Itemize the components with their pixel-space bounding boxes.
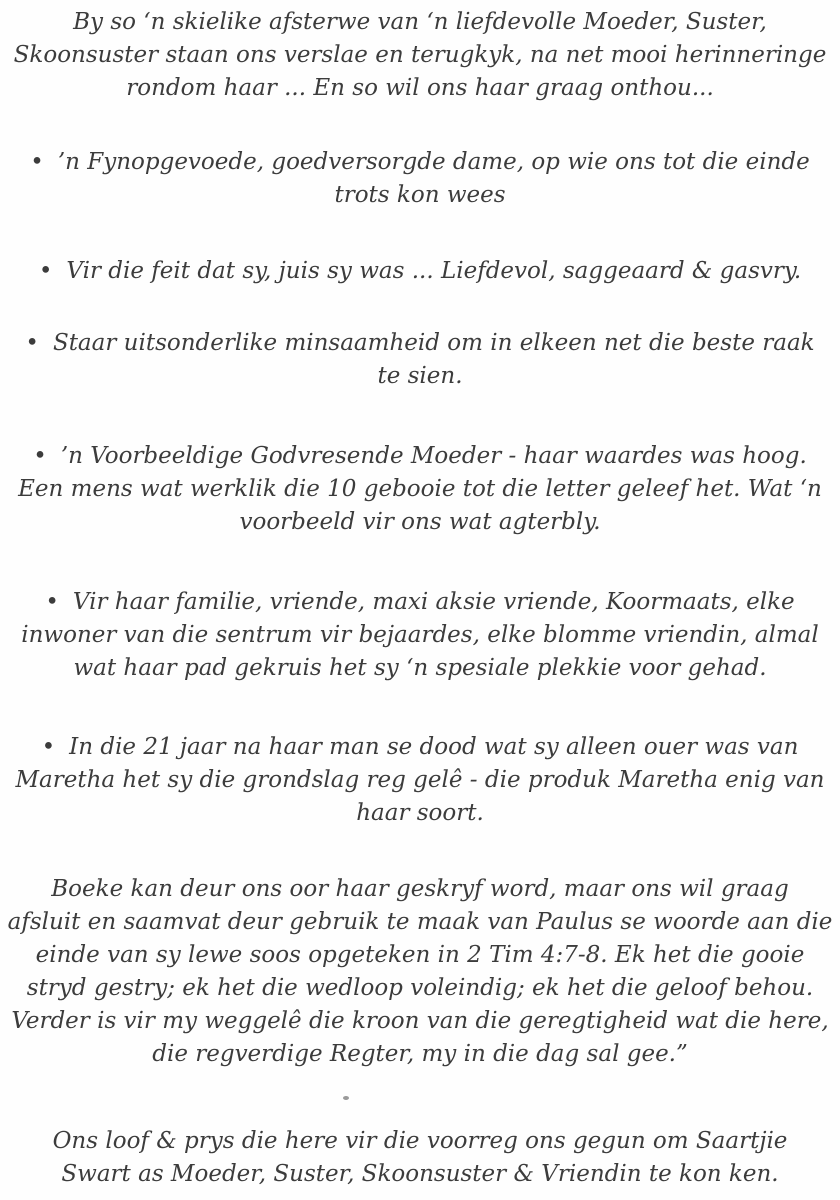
- bullet-line: Een mens wat werklik die 10 gebooie tot die letter geleef het. Wat ‘n: [18, 476, 822, 502]
- bullet-icon: •: [41, 734, 56, 760]
- bullet-icon: •: [45, 589, 59, 615]
- final-line: Swart as Moeder, Suster, Skoonsuster & Vriendin te kon ken.: [61, 1161, 779, 1187]
- closing-line: afsluit en saamvat deur gebruik te maak van Paulus se woorde aan die: [7, 909, 833, 935]
- intro-line: Skoonsuster staan ons verslae en terugkyk, na net mooi herinneringe: [13, 42, 827, 68]
- bullet-item-upbringing: [4, 146, 836, 212]
- bullet-icon: •: [30, 149, 44, 175]
- closing-line: Boeke kan deur ons oor haar geskryf word, maar ons wil graag: [51, 876, 789, 902]
- intro-line: rondom haar ... En so wil ons haar graag onthou...: [126, 75, 714, 101]
- closing-line: die regverdige Regter, my in die dag sal gee.”: [152, 1041, 688, 1067]
- bullet-item-friends: [4, 586, 836, 685]
- closing-line: einde van sy lewe soos opgeteken in 2 Tim 4:7-8. Ek het die gooie: [35, 942, 805, 968]
- closing-line: Verder is vir my weggelê die kroon van die geregtigheid wat die here,: [11, 1008, 829, 1034]
- closing-line: stryd gestry; ek het die wedloop voleindig; ek het die geloof behou.: [26, 975, 814, 1001]
- bullet-line: haar soort.: [356, 800, 484, 826]
- bullet-item-parenting: [4, 731, 836, 830]
- bullet-line: te sien.: [377, 363, 463, 389]
- bullet-line: wat haar pad gekruis het sy ‘n spesiale plekkie voor gehad.: [73, 655, 767, 681]
- final-paragraph: [4, 1125, 836, 1191]
- bullet-icon: •: [25, 330, 39, 356]
- bullet-icon: •: [33, 443, 47, 469]
- bullet-item-kindness: [4, 327, 836, 393]
- bullet-line: voorbeeld vir ons wat agterbly.: [239, 509, 601, 535]
- bullet-line: ’n Fynopgevoede, goedversorgde dame, op wie ons tot die einde: [57, 149, 810, 175]
- ink-speck: [343, 1096, 349, 1100]
- bullet-item-character: [4, 255, 836, 288]
- intro-paragraph: [4, 6, 836, 105]
- bullet-line: In die 21 jaar na haar man se dood wat sy alleen ouer was van: [69, 734, 799, 760]
- bullet-line: Vir die feit dat sy, juis sy was ... Liefdevol, saggeaard & gasvry.: [66, 258, 802, 284]
- bullet-line: inwoner van die sentrum vir bejaardes, elke blomme vriendin, almal: [21, 622, 819, 648]
- intro-line: By so ‘n skielike afsterwe van ‘n liefdevolle Moeder, Suster,: [73, 9, 767, 35]
- bullet-line: Staar uitsonderlike minsaamheid om in elkeen net die beste raak: [52, 330, 815, 356]
- bullet-icon: •: [38, 258, 53, 284]
- bullet-line: ’n Voorbeeldige Godvresende Moeder - haar waardes was hoog.: [60, 443, 807, 469]
- bullet-line: Maretha het sy die grondslag reg gelê - die produk Maretha enig van: [15, 767, 825, 793]
- bullet-line: trots kon wees: [334, 182, 506, 208]
- bullet-line: Vir haar familie, vriende, maxi aksie vriende, Koormaats, elke: [72, 589, 795, 615]
- final-line: Ons loof & prys die here vir die voorreg ons gegun om Saartjie: [52, 1128, 788, 1154]
- closing-paragraph: [4, 873, 836, 1071]
- bullet-item-faith: [4, 440, 836, 539]
